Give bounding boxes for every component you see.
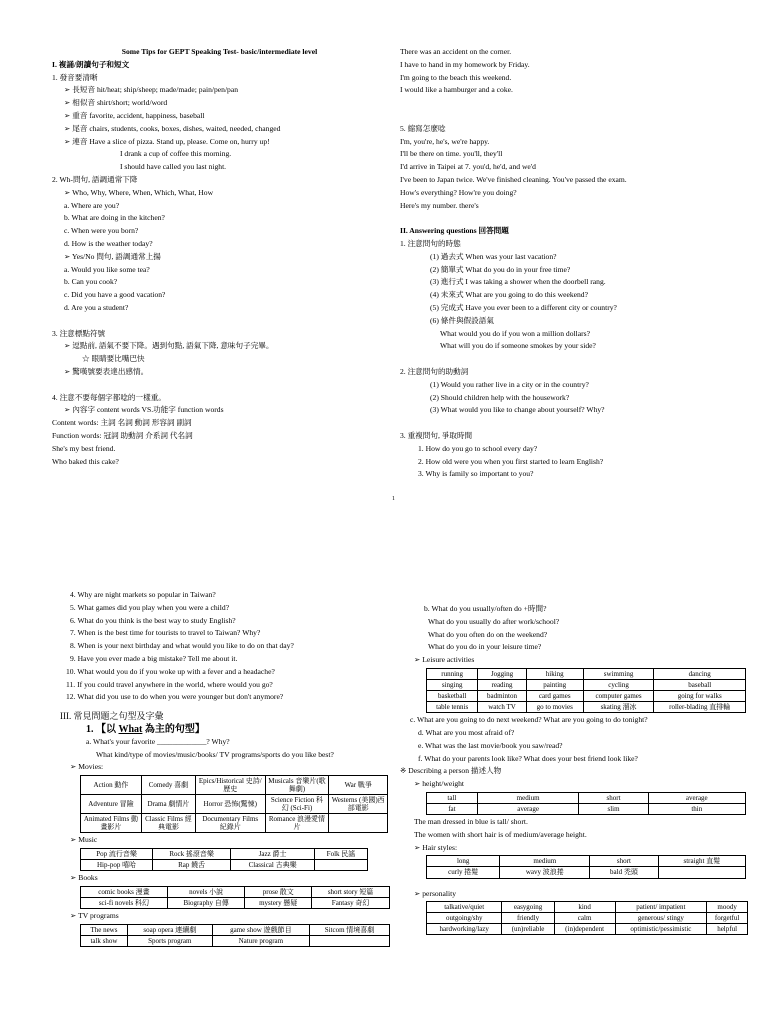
table-cell: Biography 自傳 — [167, 898, 245, 909]
movies-label: ➢ Movies: — [70, 762, 104, 772]
table-cell: friendly — [502, 913, 554, 924]
table-cell: go to movies — [526, 702, 583, 713]
table-cell: fat — [427, 804, 478, 815]
text-line: (4) 未來式 What are you going to do this weekend? — [430, 290, 588, 300]
text-line: (3) 進行式 I was taking a shower when the doorbell rang. — [430, 277, 606, 287]
table-cell: long — [427, 856, 500, 867]
question-item: 8. When is your next birthday and what would you like to do on that day? — [70, 641, 294, 651]
table-cell: talkative/quiet — [427, 902, 502, 913]
table-cell: Horror 恐怖(驚悚) — [196, 795, 265, 814]
table-cell: War 戰爭 — [329, 776, 388, 795]
table-cell: Hip-pop 嘻哈 — [81, 860, 153, 871]
text-line: d. How is the weather today? — [64, 238, 153, 248]
text-line — [400, 213, 740, 226]
text-line: 1. 發音要清晰 — [52, 72, 98, 82]
text-line: d. Are you a student? — [64, 302, 129, 312]
page1-right-column — [400, 47, 740, 482]
table-cell: Sitcom 情境喜劇 — [310, 925, 390, 936]
text-line: What would you do if you won a million dollars? — [440, 328, 590, 338]
table-cell: Drama 劇情片 — [141, 795, 195, 814]
text-line: f. What do your parents look like? What does your best friend look like? — [418, 753, 638, 763]
text-line: I'm going to the beach this weekend. — [400, 72, 512, 82]
section-2-heading: II. Answering questions 回答問題 — [400, 226, 509, 236]
text-line: I would like a hamburger and a coke. — [400, 85, 513, 95]
text-line: What do you do in your leisure time? — [428, 642, 542, 652]
text-line: (2) Should children help with the housework? — [430, 392, 570, 402]
table-cell: tall — [427, 792, 478, 803]
table-cell: patient/ impatient — [615, 902, 707, 913]
text-line: ➢ Yes/No 問句, 語調通常上揚 — [64, 251, 161, 261]
text-line: c. Did you have a good vacation? — [64, 290, 166, 300]
music-table — [80, 848, 368, 871]
personality-table — [426, 901, 748, 935]
text-line: ➢ 內容字 content words VS.功能字 function words — [64, 405, 224, 415]
text-line: I'm, you're, he's, we're happy. — [400, 136, 490, 146]
table-cell: Animated Films 動畫影片 — [81, 814, 142, 833]
table-cell: talk show — [81, 936, 128, 947]
section-3-heading: III. 常見問題之句型及字彙 — [60, 711, 164, 722]
table-row — [81, 795, 388, 814]
text-line — [400, 418, 740, 431]
text-line: ➢ 連音 Have a slice of pizza. Stand up, please. Come on, hurry up! — [64, 136, 270, 146]
table-cell: singing — [427, 680, 478, 691]
text-line — [52, 316, 387, 329]
tv-table — [80, 924, 390, 947]
table-cell: badminton — [478, 691, 526, 702]
text-line: What will you do if someone smokes by your side? — [440, 341, 596, 351]
text-line: 2. Wh-問句, 語調通常下降 — [52, 174, 138, 184]
table-row — [81, 936, 390, 947]
height-weight-table — [426, 792, 746, 815]
text-line: a. Where are you? — [64, 200, 120, 210]
table-row — [81, 849, 368, 860]
section-1-heading: I. 複誦/朗讀句子和短文 — [52, 59, 130, 69]
text-line: b. Can you cook? — [64, 277, 118, 287]
text-line: 2. 注意問句的助動詞 — [400, 366, 469, 376]
table-cell: easygoing — [502, 902, 554, 913]
table-cell: straight 直髮 — [658, 856, 745, 867]
text-line: I've been to Japan twice. We've finished cleaning. You've passed the exam. — [400, 174, 627, 184]
table-cell: baseball — [654, 680, 746, 691]
table-cell: short story 短篇 — [312, 887, 390, 898]
table-cell: Rock 搖滾音樂 — [153, 849, 231, 860]
table-cell: Sports program — [127, 936, 212, 947]
text-line: ➢ 相似音 shirt/short; world/word — [64, 98, 168, 108]
text-line: 2. How old were you when you first started to learn English? — [418, 456, 604, 466]
table-cell: computer games — [583, 691, 654, 702]
text-line: ➢ Who, Why, Where, When, Which, What, How — [64, 187, 214, 197]
table-cell: Pop 流行音樂 — [81, 849, 153, 860]
text-line — [400, 98, 740, 111]
table-cell: comic books 漫畫 — [81, 887, 168, 898]
hair-styles-table — [426, 855, 746, 878]
table-row — [81, 814, 388, 833]
table-cell — [310, 936, 390, 947]
table-row — [427, 668, 746, 679]
table-cell: cycling — [583, 680, 654, 691]
table-cell: medium — [477, 792, 579, 803]
table-cell: wavy 波浪捲 — [500, 867, 590, 878]
table-cell: game show 遊戲節目 — [212, 925, 309, 936]
table-cell: Action 動作 — [81, 776, 142, 795]
table-cell: swimming — [583, 668, 654, 679]
text-line — [52, 380, 387, 393]
text-line: Function words: 冠詞 助動詞 介系詞 代名詞 — [52, 430, 193, 440]
text-line: Here's my number. there's — [400, 200, 479, 210]
table-cell: outgoing/shy — [427, 913, 502, 924]
table-cell: watch TV — [478, 702, 526, 713]
table-cell: calm — [554, 913, 615, 924]
table-cell — [658, 867, 745, 878]
table-cell: sci-fi novels 科幻 — [81, 898, 168, 909]
table-cell: thin — [648, 804, 745, 815]
table-cell: running — [427, 668, 478, 679]
hair-styles-label: ➢ Hair styles: — [414, 842, 458, 852]
table-cell: basketball — [427, 691, 478, 702]
table-cell: curly 捲髮 — [427, 867, 500, 878]
table-row — [427, 804, 746, 815]
text-line: What do you often do on the weekend? — [428, 629, 548, 639]
table-row — [427, 856, 746, 867]
table-row — [81, 898, 390, 909]
music-label: ➢ Music — [70, 835, 98, 845]
text-line: (5) 完成式 Have you ever been to a different city or country? — [430, 302, 617, 312]
text-line: 4. 注意不要每個字都唸的一樣重。 — [52, 392, 166, 402]
table-cell — [329, 814, 388, 833]
leisure-label: ➢ Leisure activities — [414, 655, 475, 665]
text-line: b. What do you usually/often do +時間? — [424, 604, 547, 613]
question-item: 12. What did you use to do when you were younger but don't anymore? — [66, 692, 284, 702]
table-cell: painting — [526, 680, 583, 691]
question-item: 9. Have you ever made a big mistake? Tell me about it. — [70, 653, 238, 663]
tv-label: ➢ TV programs — [70, 911, 119, 921]
table-cell: table tennis — [427, 702, 478, 713]
table-cell: card games — [526, 691, 583, 702]
text-line: c. What are you going to do next weekend? What are you going to do tonight? — [410, 715, 648, 725]
table-cell: Nature program — [212, 936, 309, 947]
question-item: 11. If you could travel anywhere in the world, where would you go? — [66, 679, 273, 689]
question-item: 5. What games did you play when you were a child? — [70, 602, 230, 612]
text-line — [400, 354, 740, 367]
text-line: d. What are you most afraid of? — [418, 727, 515, 737]
question-item: 6. What do you think is the best way to study English? — [70, 615, 236, 625]
table-cell: Adventure 冒險 — [81, 795, 142, 814]
text-line: 3. Why is family so important to you? — [418, 469, 534, 479]
table-row — [427, 924, 748, 935]
table-cell: hardworking/lazy — [427, 924, 502, 935]
table-cell: slim — [579, 804, 648, 815]
text-line: 1. How do you go to school every day? — [418, 443, 538, 453]
table-cell: Romance 浪漫愛情片 — [265, 814, 329, 833]
table-cell: generous/ stingy — [615, 913, 707, 924]
text-line: Content words: 主詞 名詞 動詞 形容詞 副詞 — [52, 418, 192, 428]
text-line: e. What was the last movie/book you saw/read? — [418, 740, 563, 750]
table-cell: Fantasy 奇幻 — [312, 898, 390, 909]
text-line: ※ Describing a person 描述人物 — [400, 766, 502, 776]
table-cell: bald 禿頭 — [590, 867, 659, 878]
table-cell: skating 溜冰 — [583, 702, 654, 713]
table-row — [427, 792, 746, 803]
table-cell: short — [590, 856, 659, 867]
text-line: 1. 注意問句的時態 — [400, 238, 461, 248]
table-row — [81, 925, 390, 936]
favorite-question: a. What's your favorite _____________? Why? — [86, 736, 230, 746]
text-line: a. Would you like some tea? — [64, 264, 150, 274]
table-row — [427, 867, 746, 878]
text-line: (1) 過去式 When was your last vacation? — [430, 251, 557, 261]
table-cell: Folk 民謠 — [314, 849, 367, 860]
text-line: ➢ 重音 favorite, accident, happiness, baseball — [64, 110, 205, 120]
page-2 — [0, 572, 768, 1024]
table-row — [427, 702, 746, 713]
table-cell: novels 小說 — [167, 887, 245, 898]
table-cell: (in)dependent — [554, 924, 615, 935]
text-line: There was an accident on the corner. — [400, 47, 512, 56]
books-table — [80, 886, 390, 909]
table-cell — [314, 860, 367, 871]
table-cell: helpful — [707, 924, 748, 935]
table-cell: short — [579, 792, 648, 803]
text-line: 3. 注意標點符號 — [52, 328, 106, 338]
text-line: She's my best friend. — [52, 443, 116, 453]
table-cell: kind — [554, 902, 615, 913]
text-line: I'll be there on time. you'll, they'll — [400, 149, 503, 159]
table-cell: Jazz 爵士 — [231, 849, 315, 860]
text-line: How's everything? How're you doing? — [400, 187, 517, 197]
table-cell: optimistic/pessimistic — [615, 924, 707, 935]
table-cell: going for walks — [654, 691, 746, 702]
table-cell: mystery 懸疑 — [245, 898, 312, 909]
table-cell: Documentary Films 紀錄片 — [196, 814, 265, 833]
text-line: (2) 簡單式 What do you do in your free time? — [430, 264, 571, 274]
table-cell: Classic Films 經典電影 — [141, 814, 195, 833]
text-line: b. What are doing in the kitchen? — [64, 213, 165, 223]
text-line: The women with short hair is of medium/average height. — [414, 829, 587, 839]
text-line: ☆ 眼睛要比嘴巴快 — [82, 354, 145, 364]
table-cell: Rap 饒舌 — [153, 860, 231, 871]
kind-question: What kind/type of movies/music/books/ TV programs/sports do you like best? — [96, 749, 334, 759]
table-cell: Westerns (美國)西部電影 — [329, 795, 388, 814]
text-line: Who baked this cake? — [52, 456, 119, 466]
table-row — [81, 776, 388, 795]
table-cell: Classical 古典樂 — [231, 860, 315, 871]
table-cell: dancing — [654, 668, 746, 679]
table-cell: The news — [81, 925, 128, 936]
text-line: ➢ 驚嘆號要表達出感情。 — [64, 366, 149, 376]
text-line: (3) What would you like to change about yourself? Why? — [430, 405, 605, 415]
table-cell: Epics/Historical 史詩/歷史 — [196, 776, 265, 795]
table-row — [427, 691, 746, 702]
table-cell: Musicals 音樂片(歌舞劇) — [265, 776, 329, 795]
personality-label: ➢ personality — [414, 888, 457, 898]
page2-left-column — [60, 590, 390, 947]
leisure-table — [426, 668, 746, 713]
table-cell: Jogging — [478, 668, 526, 679]
table-cell: Comedy 喜劇 — [141, 776, 195, 795]
text-line: What do you usually do after work/school? — [428, 616, 560, 626]
text-line: I should have called you last night. — [120, 162, 227, 172]
text-line — [400, 111, 740, 124]
text-line: ➢ 尾音 chairs, students, cooks, boxes, dishes, waited, needed, changed — [64, 123, 281, 133]
table-cell: average — [648, 792, 745, 803]
text-line: (1) Would you rather live in a city or in the country? — [430, 379, 589, 389]
table-row — [427, 902, 748, 913]
table-cell: average — [477, 804, 579, 815]
table-cell: Science Fiction 科幻 (Sci-Fi) — [265, 795, 329, 814]
text-line: I'd arrive in Taipei at 7. you'd, he'd, and we'd — [400, 162, 536, 172]
table-cell: roller-blading 直排輪 — [654, 702, 746, 713]
what-pattern-heading: 1. 【以 What 為主的句型】 — [86, 723, 205, 735]
table-row — [427, 913, 748, 924]
text-line: The man dressed in blue is tall/ short. — [414, 817, 528, 827]
question-item: 4. Why are night markets so popular in Taiwan? — [70, 590, 216, 599]
table-row — [81, 887, 390, 898]
table-cell: soap opera 連續劇 — [127, 925, 212, 936]
text-line: c. When were you born? — [64, 226, 139, 236]
document-title: Some Tips for GEPT Speaking Test- basic/intermediate level — [121, 47, 318, 56]
table-cell: forgetful — [707, 913, 748, 924]
table-row — [427, 680, 746, 691]
table-cell: medium — [500, 856, 590, 867]
text-line: (6) 條件與假設語氣 — [430, 315, 494, 325]
books-label: ➢ Books — [70, 873, 98, 883]
table-cell: (un)reliable — [502, 924, 554, 935]
page2-right-column — [400, 604, 750, 935]
question-item: 7. When is the best time for tourists to travel to Taiwan? Why? — [70, 628, 261, 638]
question-item: 10. What would you do if you woke up with a fever and a headache? — [66, 666, 275, 676]
text-line: 5. 縮寫怎麼唸 — [400, 123, 446, 133]
page1-left-column — [52, 47, 387, 469]
text-line: ➢ 長短音 hit/heat; ship/sheep; made/made; pain/pen/pan — [64, 85, 239, 95]
table-row — [81, 860, 368, 871]
movies-table — [80, 775, 388, 833]
table-cell: hiking — [526, 668, 583, 679]
text-line: I drank a cup of coffee this morning. — [120, 149, 232, 159]
text-line: I have to hand in my homework by Friday. — [400, 59, 530, 69]
table-cell: moody — [707, 902, 748, 913]
table-cell: prose 散文 — [245, 887, 312, 898]
text-line: ➢ 逗點前, 語氣不要下降。遇到句點, 語氣下降, 意味句子完畢。 — [64, 341, 274, 351]
page-number: 1 — [392, 496, 395, 502]
table-cell: reading — [478, 680, 526, 691]
text-line: 3. 重複問句, 爭取時間 — [400, 430, 473, 440]
height-weight-label: ➢ height/weight — [414, 779, 465, 789]
